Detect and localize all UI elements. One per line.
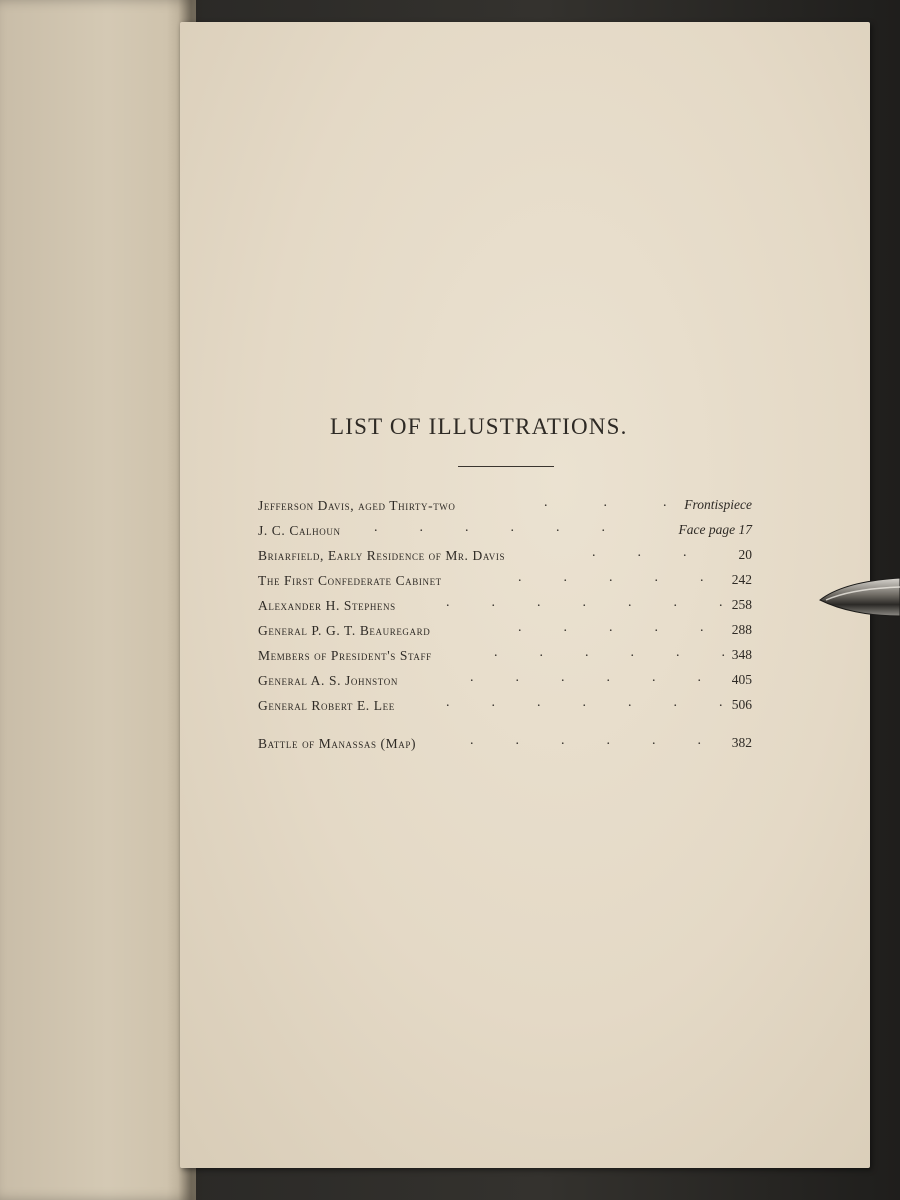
entry-title: Briarfield, Early Residence of Mr. Davis xyxy=(258,548,506,563)
entry-page: 382 xyxy=(731,735,752,750)
entry-page: Face page 17 xyxy=(678,522,752,537)
illustration-entry xyxy=(258,620,752,642)
illustration-entry xyxy=(258,595,752,617)
dot-leader: . . . xyxy=(592,545,687,560)
illustration-entry xyxy=(258,695,752,717)
entry-title: Battle of Manassas (Map) xyxy=(258,736,417,751)
illustration-entry xyxy=(258,733,752,755)
illustration-entry xyxy=(258,545,752,567)
entry-title: Alexander H. Stephens xyxy=(258,598,396,613)
page-heading: LIST OF ILLUSTRATIONS. xyxy=(330,414,628,439)
entry-page: 405 xyxy=(731,672,752,687)
entry-page-italic: Frontispiece xyxy=(684,497,752,512)
entry-page: 242 xyxy=(731,572,752,587)
illustration-entry xyxy=(258,670,752,692)
illustration-entry xyxy=(258,520,752,542)
dot-leader: . . . . . . xyxy=(470,670,701,685)
left-page xyxy=(0,0,196,1200)
dot-leader: . . . . . . xyxy=(374,520,605,535)
entry-page: 288 xyxy=(731,622,752,637)
illustration-entry xyxy=(258,570,752,592)
entry-page: 348 xyxy=(731,647,752,662)
entry-title: General Robert E. Lee xyxy=(258,698,395,713)
entry-title: General P. G. T. Beauregard xyxy=(258,623,431,638)
dot-leader: . . . . . xyxy=(518,570,704,585)
heading-rule xyxy=(458,466,554,467)
entry-page xyxy=(684,497,752,513)
entry-page: 258 xyxy=(731,597,752,612)
dot-leader: . . . . . . . xyxy=(446,595,723,610)
illustration-entry xyxy=(258,495,752,517)
illustration-entry xyxy=(258,645,752,667)
dot-leader: . . . . . . xyxy=(470,733,701,748)
entry-title: The First Confederate Cabinet xyxy=(258,573,442,588)
metal-bookmark-clip xyxy=(818,576,900,620)
dot-leader: . . . . . . . xyxy=(446,695,723,710)
entry-title: Jefferson Davis, aged Thirty-two xyxy=(258,498,456,513)
entry-page: 506 xyxy=(731,697,752,712)
dot-leader: . . . . . . xyxy=(494,645,725,660)
entry-page: 20 xyxy=(738,547,752,562)
dot-leader: . . . xyxy=(544,495,667,510)
dot-leader: . . . . . xyxy=(518,620,704,635)
entry-title: J. C. Calhoun xyxy=(258,523,341,538)
entry-title: General A. S. Johnston xyxy=(258,673,398,688)
entry-title: Members of President's Staff xyxy=(258,648,432,663)
